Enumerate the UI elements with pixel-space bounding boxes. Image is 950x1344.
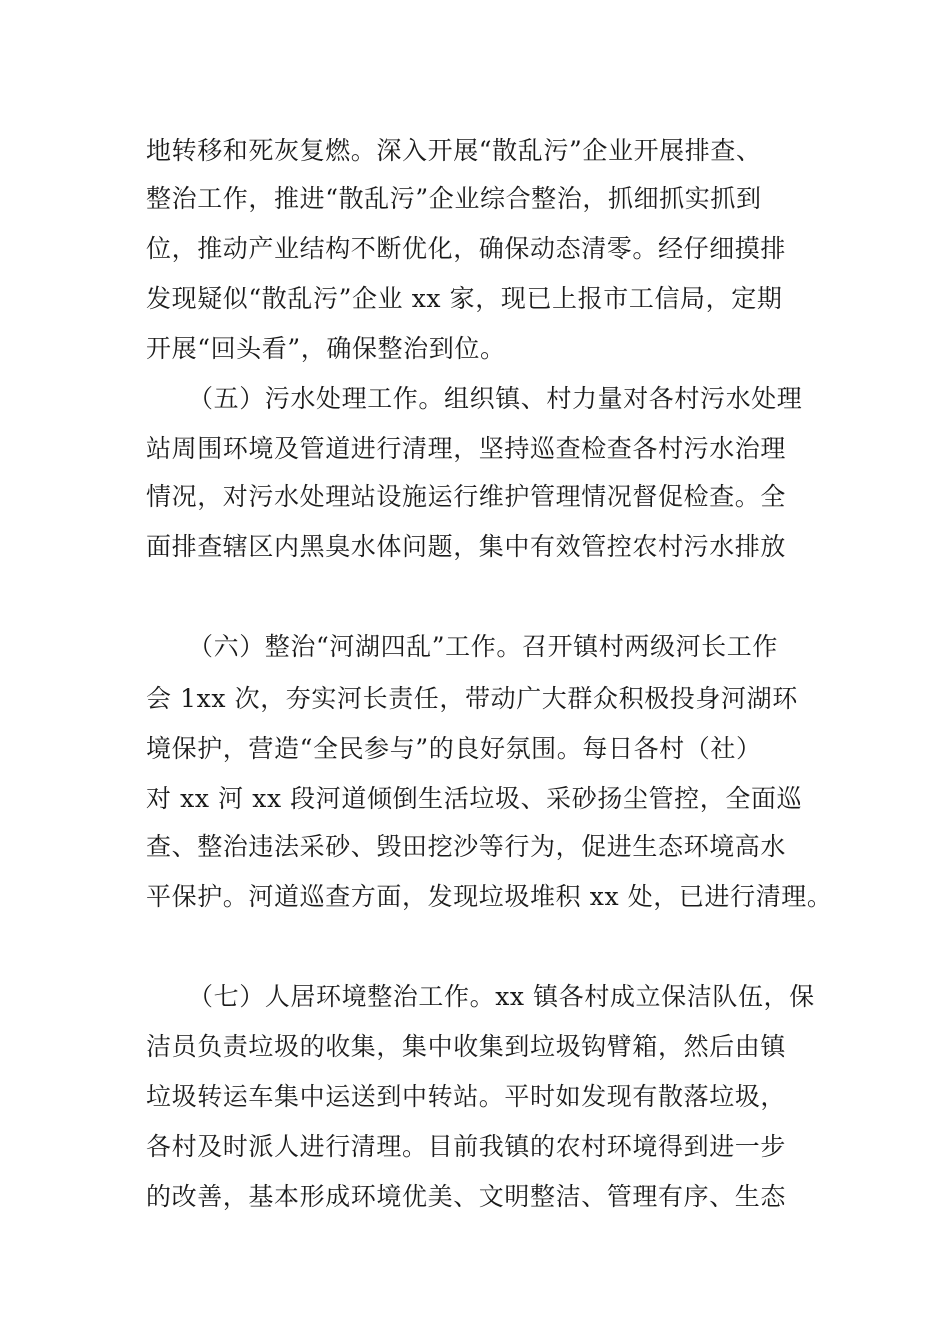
paragraph-heading-6: （六）整治“河湖四乱”工作。召开镇村两级河长工作: [188, 632, 778, 661]
paragraph-heading-5: （五）污水处理工作。组织镇、村力量对各村污水处理: [188, 384, 803, 413]
text-line: 发现疑似“散乱污”企业 xx 家，现已上报市工信局，定期: [146, 284, 783, 313]
text-line: 对 xx 河 xx 段河道倾倒生活垃圾、采砂扬尘管控，全面巡: [146, 784, 803, 813]
paragraph-heading-7: （七）人居环境整治工作。xx 镇各村成立保洁队伍，保: [188, 982, 815, 1011]
text-line: 垃圾转运车集中运送到中转站。平时如发现有散落垃圾，: [146, 1082, 787, 1111]
text-line: 整治工作，推进“散乱污”企业综合整治，抓细抓实抓到: [146, 184, 762, 213]
text-line: 站周围环境及管道进行清理，坚持巡查检查各村污水治理: [146, 434, 787, 463]
text-line: 面排查辖区内黑臭水体问题，集中有效管控农村污水排放: [146, 532, 787, 561]
text-line: 会 1xx 次，夯实河长责任，带动广大群众积极投身河湖环: [146, 684, 798, 713]
text-line: 的改善，基本形成环境优美、文明整洁、管理有序、生态: [146, 1182, 787, 1211]
text-line: 情况，对污水处理站设施运行维护管理情况督促检查。全: [146, 482, 787, 511]
text-line: 各村及时派人进行清理。目前我镇的农村环境得到进一步: [146, 1132, 787, 1161]
text-line: 境保护，营造“全民参与”的良好氛围。每日各村（社）: [146, 734, 762, 763]
text-line: 开展“回头看”，确保整治到位。: [146, 334, 506, 363]
text-line: 位，推动产业结构不断优化，确保动态清零。经仔细摸排: [146, 234, 787, 263]
text-line: 地转移和死灰复燃。深入开展“散乱污”企业开展排查、: [146, 136, 762, 165]
text-line: 查、整治违法采砂、毁田挖沙等行为，促进生态环境高水: [146, 832, 787, 861]
text-line: 平保护。河道巡查方面，发现垃圾堆积 xx 处，已进行清理。: [146, 882, 833, 911]
text-line: 洁员负责垃圾的收集，集中收集到垃圾钩臂箱，然后由镇: [146, 1032, 787, 1061]
